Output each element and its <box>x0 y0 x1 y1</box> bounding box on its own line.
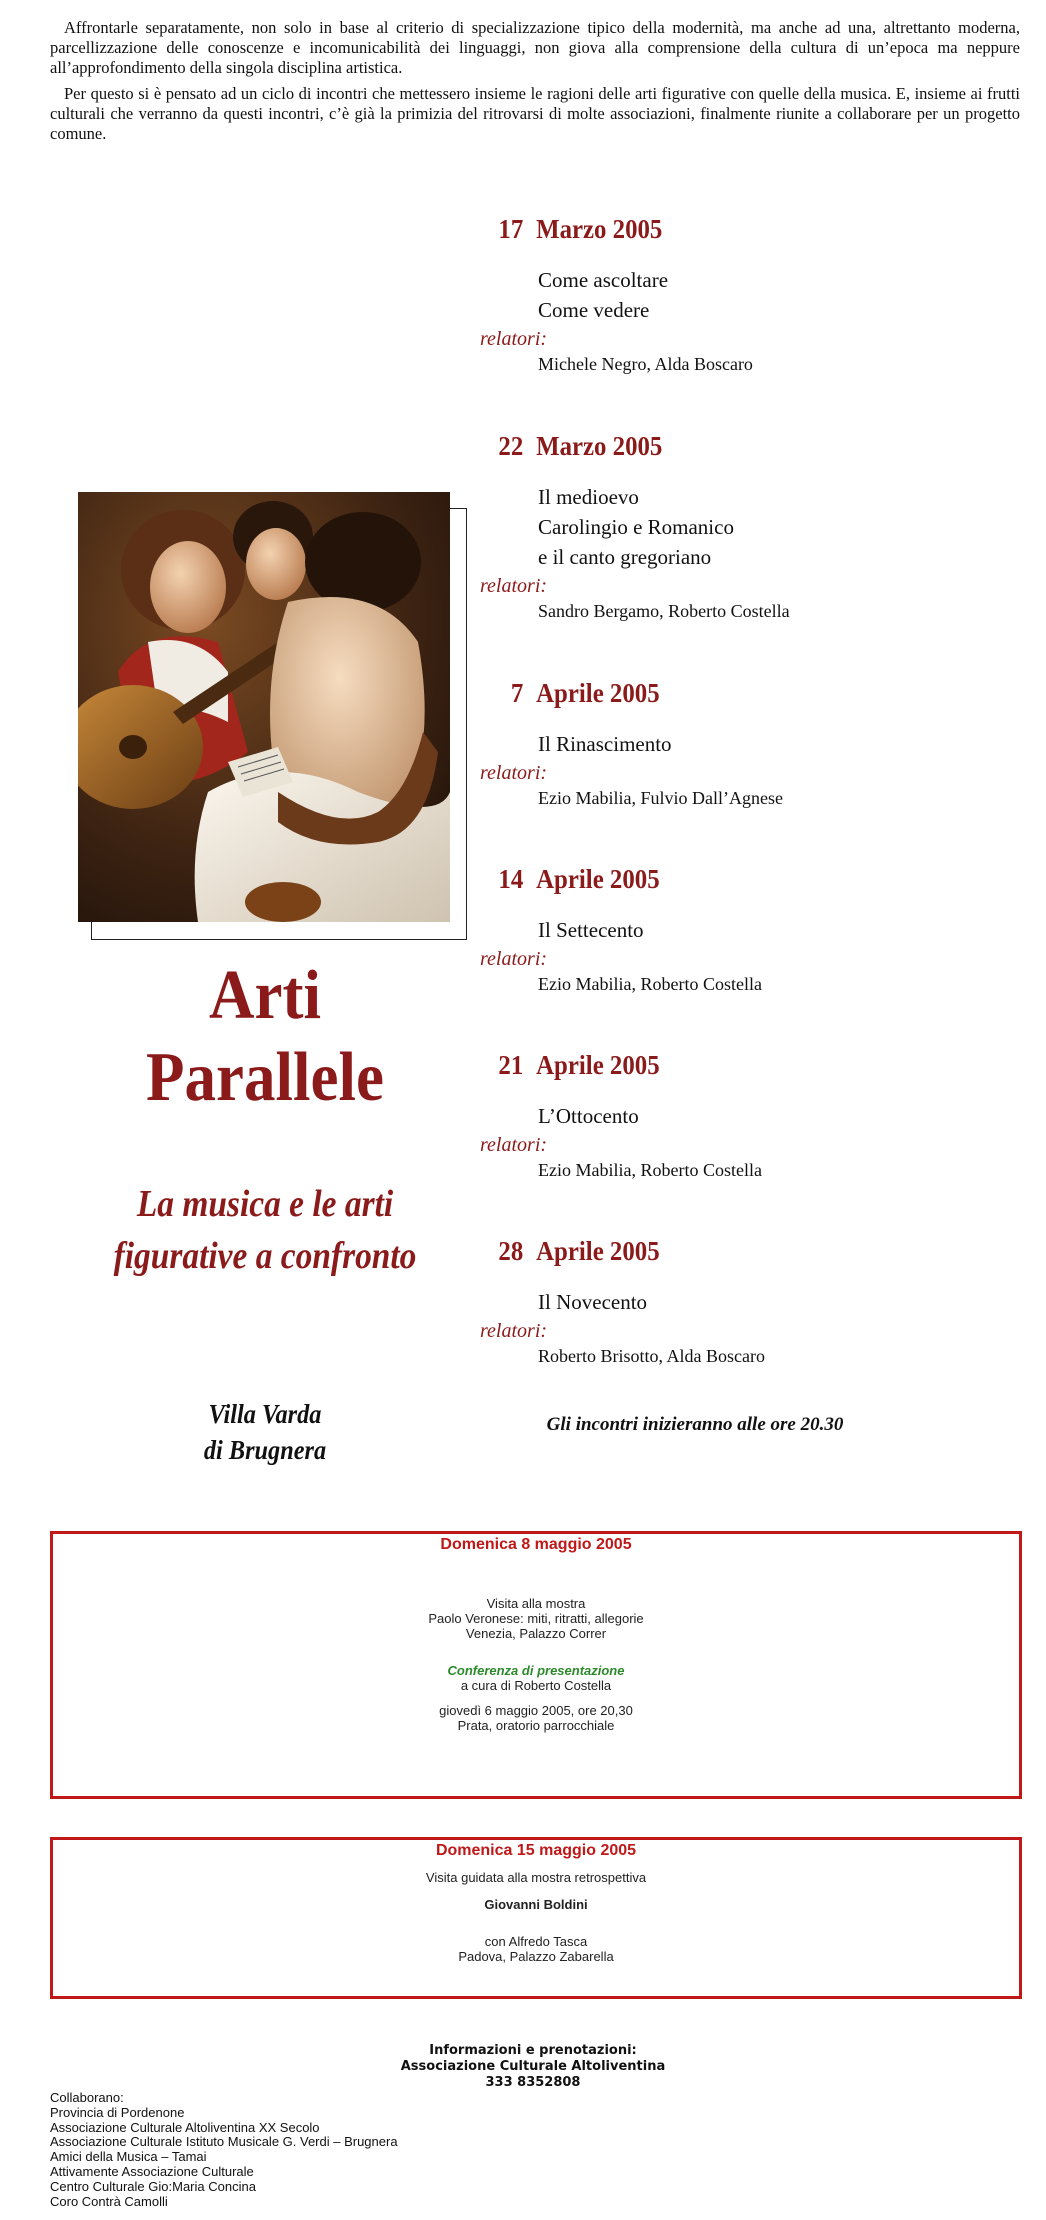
event-month: Marzo 2005 <box>536 431 663 461</box>
event-date <box>480 1050 977 1081</box>
info-phone: 333 8352808 <box>485 2075 581 2090</box>
intro-paragraph-2: Per questo si è pensato ad un ciclo di incontri che mettessero insieme le ragioni delle arti figurative con quelle della musica. E, insieme ai frutti culturali che verranno da questi incontri, c’è già la primizia del ritrovarsi di molte associazioni, finalmente riunite a collaborare per un progetto comune. <box>50 84 1020 143</box>
relatori-label: relatori: <box>480 762 548 784</box>
event-date <box>480 214 977 245</box>
poster-title-line-2: Parallele <box>146 1039 384 1116</box>
event-2 <box>480 431 1020 624</box>
event-titles <box>538 915 1020 945</box>
intro-paragraph-1: Affrontarle separatamente, non solo in base al criterio di specializzazione tipico della modernità, ma anche ad una, altrettanto moderna, parcellizzazione delle conoscenze e incomunicabilità dei linguaggi, non giova alla comprensione della cultura di un’epoca ma neppure all’approfondimento della singola disciplina artistica. <box>50 18 1020 77</box>
collaborator-item: Centro Culturale Gio:Maria Concina <box>50 2178 256 2194</box>
event-month: Marzo 2005 <box>536 214 663 244</box>
info-association: Associazione Culturale Altoliventina <box>400 2059 666 2074</box>
intro-text <box>50 18 1020 150</box>
event-title-line: Carolingio e Romanico <box>538 515 734 539</box>
event-date <box>480 678 977 709</box>
box-artist: Giovanni Boldini <box>484 1897 588 1912</box>
event-speakers: Roberto Brisotto, Alda Boscaro <box>538 1346 765 1366</box>
info-contacts <box>50 2043 1016 2091</box>
event-day: 14 <box>498 864 524 894</box>
event-month: Aprile 2005 <box>536 864 660 894</box>
event-title-line: Come ascoltare <box>538 268 669 292</box>
box-title: Domenica 8 maggio 2005 <box>440 1536 632 1553</box>
box-visit: Visita alla mostra <box>486 1596 586 1611</box>
poster-title <box>90 955 441 1119</box>
box-visit: Visita guidata alla mostra retrospettiva <box>425 1870 647 1885</box>
collaborators-label: Collaborano: <box>50 2090 124 2105</box>
event-day: 22 <box>498 431 524 461</box>
poster-subtitle-line-1: La musica e le arti <box>136 1183 394 1225</box>
event-4 <box>480 864 1020 997</box>
event-3 <box>480 678 1020 811</box>
event-title-line: Il Rinascimento <box>538 732 672 756</box>
event-1 <box>480 214 1020 377</box>
event-title-line: Come vedere <box>538 298 650 322</box>
collaborator-item: Amici della Musica – Tamai <box>50 2149 207 2165</box>
event-speakers: Sandro Bergamo, Roberto Costella <box>538 601 790 621</box>
venue-line-2: di Brugnera <box>203 1435 327 1465</box>
event-day: 17 <box>498 214 524 244</box>
start-time-note: Gli incontri inizieranno alle ore 20.30 <box>546 1414 844 1435</box>
event-day: 21 <box>498 1050 524 1080</box>
collaborators <box>50 2091 398 2209</box>
collaborator-item: Associazione Culturale Altoliventina XX Secolo <box>50 2119 320 2135</box>
poster-subtitle-line-2: figurative a confronto <box>113 1235 417 1277</box>
box-title: Domenica 15 maggio 2005 <box>435 1842 637 1859</box>
event-title-line: Il medioevo <box>538 485 639 509</box>
poster-title-line-1: Arti <box>209 957 321 1034</box>
event-title-line: L’Ottocento <box>538 1104 639 1128</box>
event-month: Aprile 2005 <box>536 678 660 708</box>
event-month: Aprile 2005 <box>536 1236 660 1266</box>
box-place: Padova, Palazzo Zabarella <box>458 1949 614 1964</box>
event-titles <box>538 1287 1020 1317</box>
musicians-painting <box>78 492 450 922</box>
box-place: Venezia, Palazzo Correr <box>465 1626 607 1641</box>
collaborator-item: Coro Contrà Camolli <box>50 2193 168 2209</box>
box-conference: Conferenza di presentazione <box>447 1663 625 1678</box>
box-conference-when: giovedì 6 maggio 2005, ore 20,30 <box>439 1703 633 1718</box>
excursion-box-2 <box>50 1837 1022 1999</box>
event-day: 28 <box>498 1236 524 1266</box>
venue <box>144 1396 387 1468</box>
event-title-line: Il Novecento <box>538 1290 648 1314</box>
event-date <box>480 1236 977 1267</box>
event-date <box>480 431 977 462</box>
box-exhibit: Paolo Veronese: miti, ritratti, allegorie <box>428 1611 644 1626</box>
event-speakers: Michele Negro, Alda Boscaro <box>538 354 753 374</box>
excursion-box-1 <box>50 1531 1022 1799</box>
box-conference-where: Prata, oratorio parrocchiale <box>457 1718 615 1733</box>
event-titles <box>538 265 1020 325</box>
event-month: Aprile 2005 <box>536 1050 660 1080</box>
poster-subtitle <box>85 1178 446 1282</box>
event-titles <box>538 729 1020 759</box>
relatori-label: relatori: <box>480 328 548 350</box>
event-titles <box>538 1101 1020 1131</box>
box-guide: con Alfredo Tasca <box>484 1934 588 1949</box>
collaborator-item: Associazione Culturale Istituto Musicale G. Verdi – Brugnera <box>50 2134 398 2150</box>
box-conference-by: a cura di Roberto Costella <box>460 1678 612 1693</box>
event-5 <box>480 1050 1020 1183</box>
event-speakers: Ezio Mabilia, Roberto Costella <box>538 1160 762 1180</box>
info-heading: Informazioni e prenotazioni: <box>429 2043 637 2058</box>
event-title-line: Il Settecento <box>538 918 644 942</box>
collaborator-item: Provincia di Pordenone <box>50 2104 185 2120</box>
event-day: 7 <box>510 678 524 708</box>
relatori-label: relatori: <box>480 948 548 970</box>
event-date <box>480 864 977 895</box>
event-titles <box>538 482 1020 572</box>
venue-line-1: Villa Varda <box>208 1399 322 1429</box>
event-6 <box>480 1236 1020 1369</box>
event-speakers: Ezio Mabilia, Fulvio Dall’Agnese <box>538 788 783 808</box>
relatori-label: relatori: <box>480 1320 548 1342</box>
collaborator-item: Attivamente Associazione Culturale <box>50 2163 254 2179</box>
event-title-line: e il canto gregoriano <box>538 545 712 569</box>
relatori-label: relatori: <box>480 575 548 597</box>
event-speakers: Ezio Mabilia, Roberto Costella <box>538 974 762 994</box>
relatori-label: relatori: <box>480 1134 548 1156</box>
